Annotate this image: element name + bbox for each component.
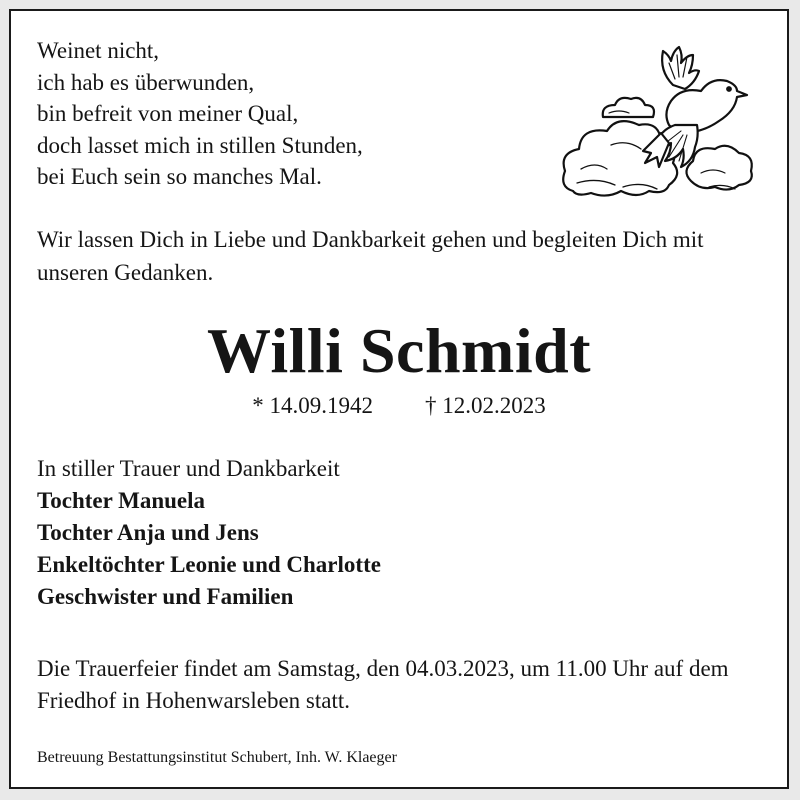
mourner-name: Tochter Manuela — [37, 488, 206, 513]
birth-date: * 14.09.1942 — [252, 393, 373, 418]
poem-line: bin befreit von meiner Qual, — [37, 101, 299, 126]
ceremony-notice: Die Trauerfeier findet am Samstag, den 04.03.2023, um 11.00 Uhr auf dem Friedhof in Hohenwarsleben statt. — [37, 656, 729, 713]
poem-line: Weinet nicht, — [37, 38, 160, 63]
mourners-lead: In stiller Trauer und Dankbarkeit — [37, 456, 340, 481]
poem — [37, 35, 363, 193]
mourner-name: Enkeltöchter Leonie und Charlotte — [37, 552, 381, 577]
mourner-name: Geschwister und Familien — [37, 584, 294, 609]
poem-line: doch lasset mich in stillen Stunden, — [37, 132, 363, 158]
mourner-name: Tochter Anja und Jens — [37, 520, 259, 545]
mourners — [37, 453, 381, 613]
deceased-name: Willi Schmidt — [206, 315, 592, 386]
dove-on-clouds-icon — [551, 41, 771, 211]
death-date: † 12.02.2023 — [425, 393, 546, 418]
obituary-card — [9, 9, 789, 789]
poem-line: bei Euch sein so manches Mal. — [37, 164, 322, 189]
funeral-home-credit: Betreuung Bestattungsinstitut Schubert, Inh. W. Klaeger — [37, 749, 397, 766]
intro-text: Wir lassen Dich in Liebe und Dankbarkeit gehen und begleiten Dich mit unseren Gedanken. — [37, 227, 704, 285]
poem-line: ich hab es überwunden, — [37, 69, 255, 95]
life-dates — [11, 391, 787, 421]
